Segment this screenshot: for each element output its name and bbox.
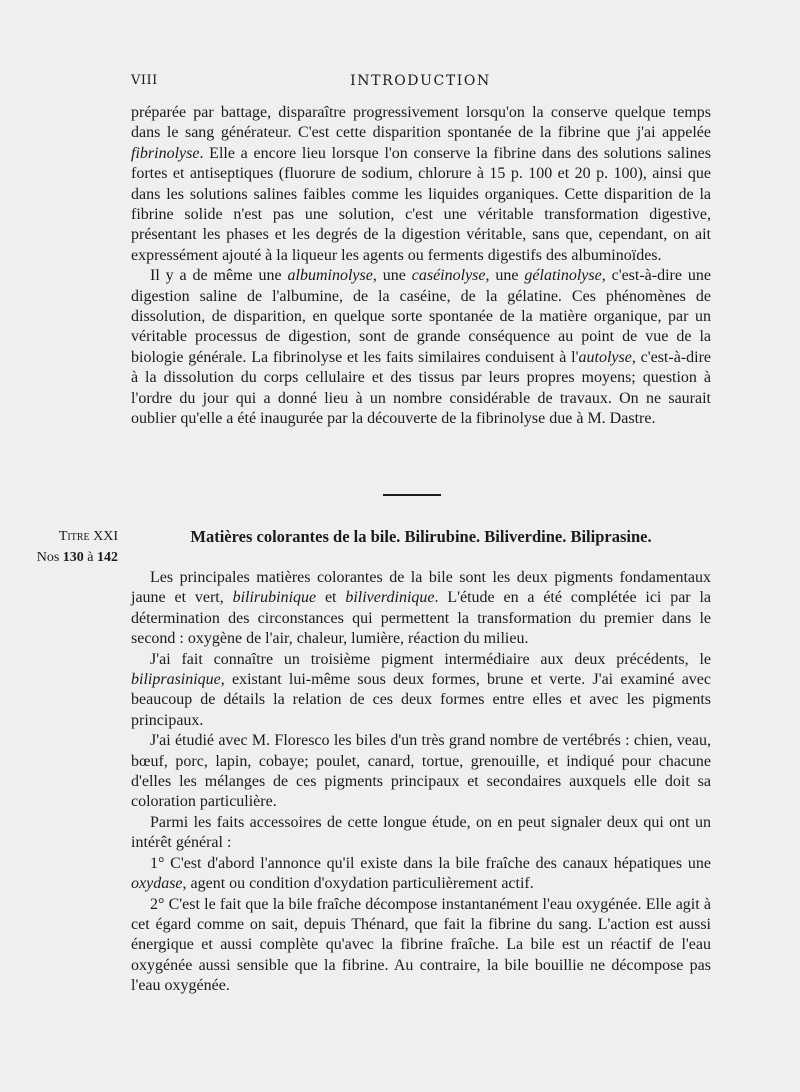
italic-term: albuminolyse bbox=[287, 267, 373, 285]
italic-term: biliprasinique bbox=[131, 671, 221, 689]
paragraph: 2° C'est le fait que la bile fraîche décompose instantanément l'eau oxygénée. Elle agit à cet égard comme on sait, depuis Thénard, que fait la fibrine du sang. L'action est aussi énergique et aussi complète qu'avec la fibrine fraîche. La bile est un réactif de l'eau oxygénée aussi sensible que la fibrine. Au contraire, la bile bouillie ne décompose pas l'eau oxygénée. bbox=[131, 895, 711, 995]
margin-label: Titre bbox=[58, 529, 90, 544]
paragraph bbox=[131, 266, 711, 429]
italic-term: oxydase bbox=[131, 875, 183, 893]
text-run: 1° C'est d'abord l'annonce qu'il existe dans la bile fraîche des canaux hépatiques une bbox=[150, 854, 711, 872]
margin-note-numbers bbox=[28, 550, 118, 566]
margin-value: 142 bbox=[97, 550, 118, 565]
text-run: , c'est-à-dire une digestion saline de l'albumine, de la caséine, de la gélatine. Ces phénomènes de dissolution, de disparition, en quelque sorte spontanée de la matière organique, par un véritable processus de digestion, sont de grande conséquence au point de vue de la biologie générale. La fibrinolyse et les faits similaires conduisent à l' bbox=[131, 267, 711, 366]
margin-value: XXI bbox=[93, 529, 118, 544]
running-title: INTRODUCTION bbox=[350, 73, 491, 89]
text-run: Il y a de même une bbox=[150, 267, 288, 285]
bile-text-block bbox=[131, 568, 711, 997]
paragraph bbox=[131, 854, 711, 895]
paragraph bbox=[131, 568, 711, 650]
italic-term: autolyse bbox=[578, 348, 632, 366]
margin-value: 130 bbox=[62, 550, 84, 565]
page-number: VIII bbox=[131, 73, 158, 88]
intro-text-block bbox=[131, 103, 711, 430]
text-run: , une bbox=[485, 267, 525, 285]
paragraph bbox=[131, 650, 711, 732]
text-run: et bbox=[316, 589, 346, 607]
text-run: , une bbox=[372, 267, 412, 285]
text-run: J'ai fait connaître un troisième pigment intermédiaire aux deux précédents, le bbox=[150, 650, 711, 668]
section-divider bbox=[383, 494, 441, 496]
paragraph: Parmi les faits accessoires de cette longue étude, on en peut signaler deux qui ont un intérêt général : bbox=[131, 813, 711, 852]
italic-term: fibrinolyse bbox=[131, 144, 200, 162]
text-run: . Elle a encore lieu lorsque l'on conserve la fibrine dans des solutions salines fortes et antiseptiques (fluorure de sodium, chlorure à 15 p. 100 et 20 p. 100), ainsi que dans les solutions salines faibles comme les liquides organiques. Cette disparition de la fibrine solide n'est pas une solution, c'est une véritable transformation digestive, présentant les phases et les degrés de la digestion véritable, sans que, cependant, on ait expressément ajouté à la liqueur les agents ou ferments digestifs des albuminoïdes. bbox=[131, 144, 711, 264]
text-run: Les principales matières colorantes de la bile sont les deux pigments fondamentaux jaune et vert, bbox=[131, 569, 711, 607]
text-run: , existant lui-même sous deux formes, brune et verte. J'ai examiné avec beaucoup de détails la relation de ces deux formes entre elles et avec les pigments principaux. bbox=[131, 671, 711, 729]
italic-term: bilirubinique bbox=[232, 589, 317, 607]
paragraph bbox=[131, 103, 711, 266]
text-run: , agent ou condition d'oxydation particulièrement actif. bbox=[182, 875, 534, 893]
margin-label: Nos bbox=[36, 550, 60, 565]
italic-term: gélatinolyse bbox=[524, 267, 602, 285]
text-run: préparée par battage, disparaître progressivement lorsqu'on la conserve quelque temps dans le sang générateur. C'est cette disparition spontanée de la fibrine que j'ai appelée bbox=[131, 104, 711, 142]
paragraph: J'ai étudié avec M. Floresco les biles d'un très grand nombre de vertébrés : chien, veau, bœuf, porc, lapin, cobaye; poulet, canard, tortue, grenouille, et indiqué pour chacune d'elles les mélanges de ces pigments principaux et secondaires auxquels elle doit sa coloration particulière. bbox=[131, 732, 711, 811]
italic-term: caséinolyse bbox=[411, 267, 486, 285]
text-run: . L'étude en a été complétée ici par la détermination des circonstances qui permettent la transformation du premier dans le second : oxygène de l'air, chaleur, lumière, réaction du milieu. bbox=[131, 589, 711, 648]
page-header bbox=[131, 73, 710, 93]
section-heading: Matières colorantes de la bile. Bilirubine. Biliverdine. Biliprasine. bbox=[190, 527, 652, 546]
margin-separator: à bbox=[87, 550, 94, 565]
text-run: , c'est-à-dire à la dissolution du corps cellulaire et des tissus par leurs propres moyens; question à l'ordre du jour qui a donné lieu à un nombre considérable de travaux. On ne saurait oublier qu'elle a été inaugurée par la découverte de la fibrinolyse due à M. Dastre. bbox=[131, 348, 712, 428]
margin-note-titre bbox=[28, 529, 118, 545]
italic-term: biliverdinique bbox=[345, 589, 435, 607]
